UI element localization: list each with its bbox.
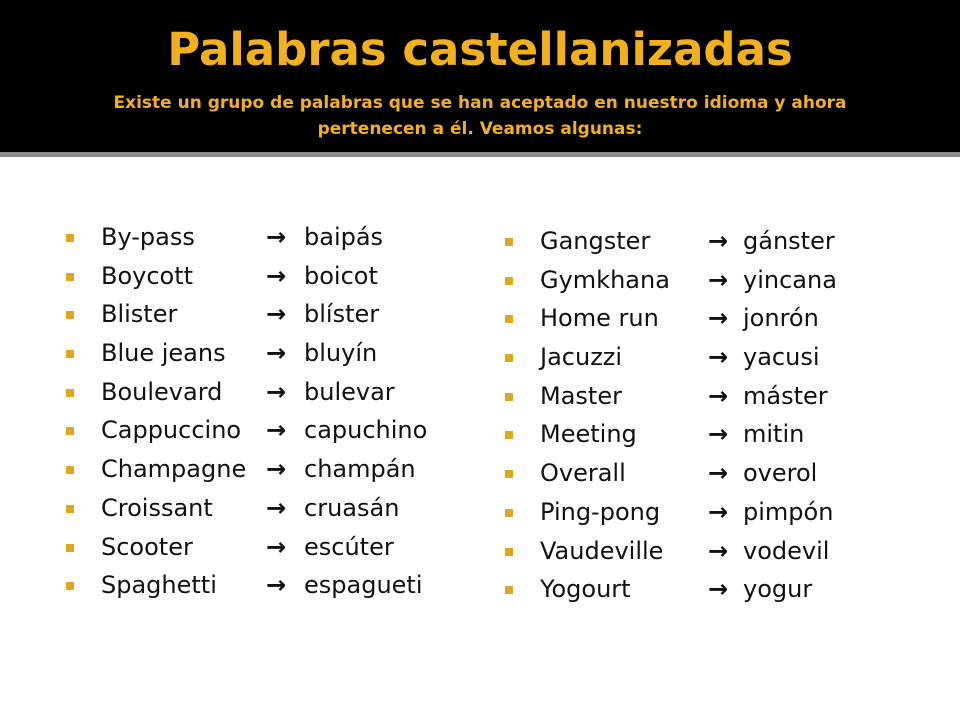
list-item xyxy=(66,411,466,450)
list-item xyxy=(505,377,925,416)
original-term: Blister xyxy=(101,300,178,329)
right-arrow-icon: → xyxy=(708,343,729,372)
list-item xyxy=(505,570,925,609)
original-term: Champagne xyxy=(101,455,247,484)
right-arrow-icon: → xyxy=(708,381,729,410)
word-list-left xyxy=(66,218,466,605)
spanish-term: bulevar xyxy=(304,377,395,406)
list-item xyxy=(505,261,925,300)
spanish-term: capuchino xyxy=(304,416,428,445)
square-bullet-icon xyxy=(66,544,74,552)
list-item xyxy=(66,450,466,489)
right-arrow-icon: → xyxy=(708,459,729,488)
right-arrow-icon: → xyxy=(266,493,287,522)
right-arrow-icon: → xyxy=(708,536,729,565)
right-arrow-icon: → xyxy=(708,420,729,449)
original-term: Ping-pong xyxy=(540,497,661,526)
right-arrow-icon: → xyxy=(708,575,729,604)
spanish-term: máster xyxy=(743,381,828,410)
original-term: Blue jeans xyxy=(101,339,226,368)
right-arrow-icon: → xyxy=(266,532,287,561)
spanish-term: pimpón xyxy=(743,497,834,526)
original-term: Boycott xyxy=(101,261,194,290)
right-arrow-icon: → xyxy=(266,300,287,329)
right-arrow-icon: → xyxy=(266,416,287,445)
right-arrow-icon: → xyxy=(266,571,287,600)
square-bullet-icon xyxy=(505,238,513,246)
header-divider xyxy=(0,152,960,157)
square-bullet-icon xyxy=(66,311,74,319)
spanish-term: escúter xyxy=(304,532,394,561)
original-term: Jacuzzi xyxy=(540,343,623,372)
square-bullet-icon xyxy=(505,393,513,401)
original-term: Scooter xyxy=(101,532,193,561)
list-item xyxy=(66,218,466,257)
list-item xyxy=(66,528,466,567)
list-item xyxy=(66,566,466,605)
spanish-term: champán xyxy=(304,455,416,484)
list-item xyxy=(505,493,925,532)
list-item xyxy=(66,295,466,334)
original-term: Cappuccino xyxy=(101,416,242,445)
right-arrow-icon: → xyxy=(266,261,287,290)
original-term: Spaghetti xyxy=(101,571,217,600)
right-arrow-icon: → xyxy=(266,377,287,406)
right-arrow-icon: → xyxy=(708,265,729,294)
list-item xyxy=(505,454,925,493)
original-term: Master xyxy=(540,381,622,410)
square-bullet-icon xyxy=(66,389,74,397)
original-term: Home run xyxy=(540,304,659,333)
right-arrow-icon: → xyxy=(266,339,287,368)
list-item xyxy=(505,338,925,377)
spanish-term: blíster xyxy=(304,300,380,329)
right-arrow-icon: → xyxy=(708,497,729,526)
original-term: Gangster xyxy=(540,227,651,255)
original-term: By-pass xyxy=(101,223,195,251)
list-item xyxy=(66,334,466,373)
spanish-term: baipás xyxy=(304,223,384,251)
square-bullet-icon xyxy=(505,470,513,478)
original-term: Overall xyxy=(540,459,626,488)
list-item xyxy=(505,222,925,261)
square-bullet-icon xyxy=(66,273,74,281)
spanish-term: espagueti xyxy=(304,571,423,600)
right-arrow-icon: → xyxy=(708,227,729,255)
list-item xyxy=(66,257,466,296)
square-bullet-icon xyxy=(66,466,74,474)
spanish-term: gánster xyxy=(743,227,835,255)
slide-header xyxy=(0,0,960,152)
spanish-term: overol xyxy=(743,459,818,488)
original-term: Vaudeville xyxy=(540,536,664,565)
square-bullet-icon xyxy=(66,427,74,435)
spanish-term: yincana xyxy=(743,265,837,294)
square-bullet-icon xyxy=(505,315,513,323)
square-bullet-icon xyxy=(66,505,74,513)
square-bullet-icon xyxy=(505,431,513,439)
original-term: Gymkhana xyxy=(540,265,670,294)
original-term: Meeting xyxy=(540,420,637,449)
right-arrow-icon: → xyxy=(266,223,287,251)
square-bullet-icon xyxy=(505,509,513,517)
list-item xyxy=(505,532,925,571)
square-bullet-icon xyxy=(505,277,513,285)
spanish-term: yacusi xyxy=(743,343,820,372)
spanish-term: yogur xyxy=(743,575,813,604)
spanish-term: boicot xyxy=(304,261,378,290)
square-bullet-icon xyxy=(66,350,74,358)
original-term: Boulevard xyxy=(101,377,223,406)
spanish-term: cruasán xyxy=(304,493,400,522)
original-term: Yogourt xyxy=(540,575,631,604)
list-item xyxy=(505,299,925,338)
spanish-term: jonrón xyxy=(743,304,819,333)
word-list-right xyxy=(505,222,925,609)
list-item xyxy=(505,415,925,454)
spanish-term: bluyín xyxy=(304,339,378,368)
original-term: Croissant xyxy=(101,493,213,522)
slide-title: Palabras castellanizadas xyxy=(167,23,793,76)
right-arrow-icon: → xyxy=(266,455,287,484)
spanish-term: mitin xyxy=(743,420,805,449)
spanish-term: vodevil xyxy=(743,536,830,565)
slide-subtitle: Existe un grupo de palabras que se han aceptado en nuestro idioma y ahora pertenecen a él. Veamos algunas: xyxy=(113,93,847,139)
square-bullet-icon xyxy=(66,234,74,242)
right-arrow-icon: → xyxy=(708,304,729,333)
square-bullet-icon xyxy=(505,586,513,594)
list-item xyxy=(66,489,466,528)
square-bullet-icon xyxy=(505,548,513,556)
square-bullet-icon xyxy=(66,582,74,590)
square-bullet-icon xyxy=(505,354,513,362)
list-item xyxy=(66,373,466,412)
